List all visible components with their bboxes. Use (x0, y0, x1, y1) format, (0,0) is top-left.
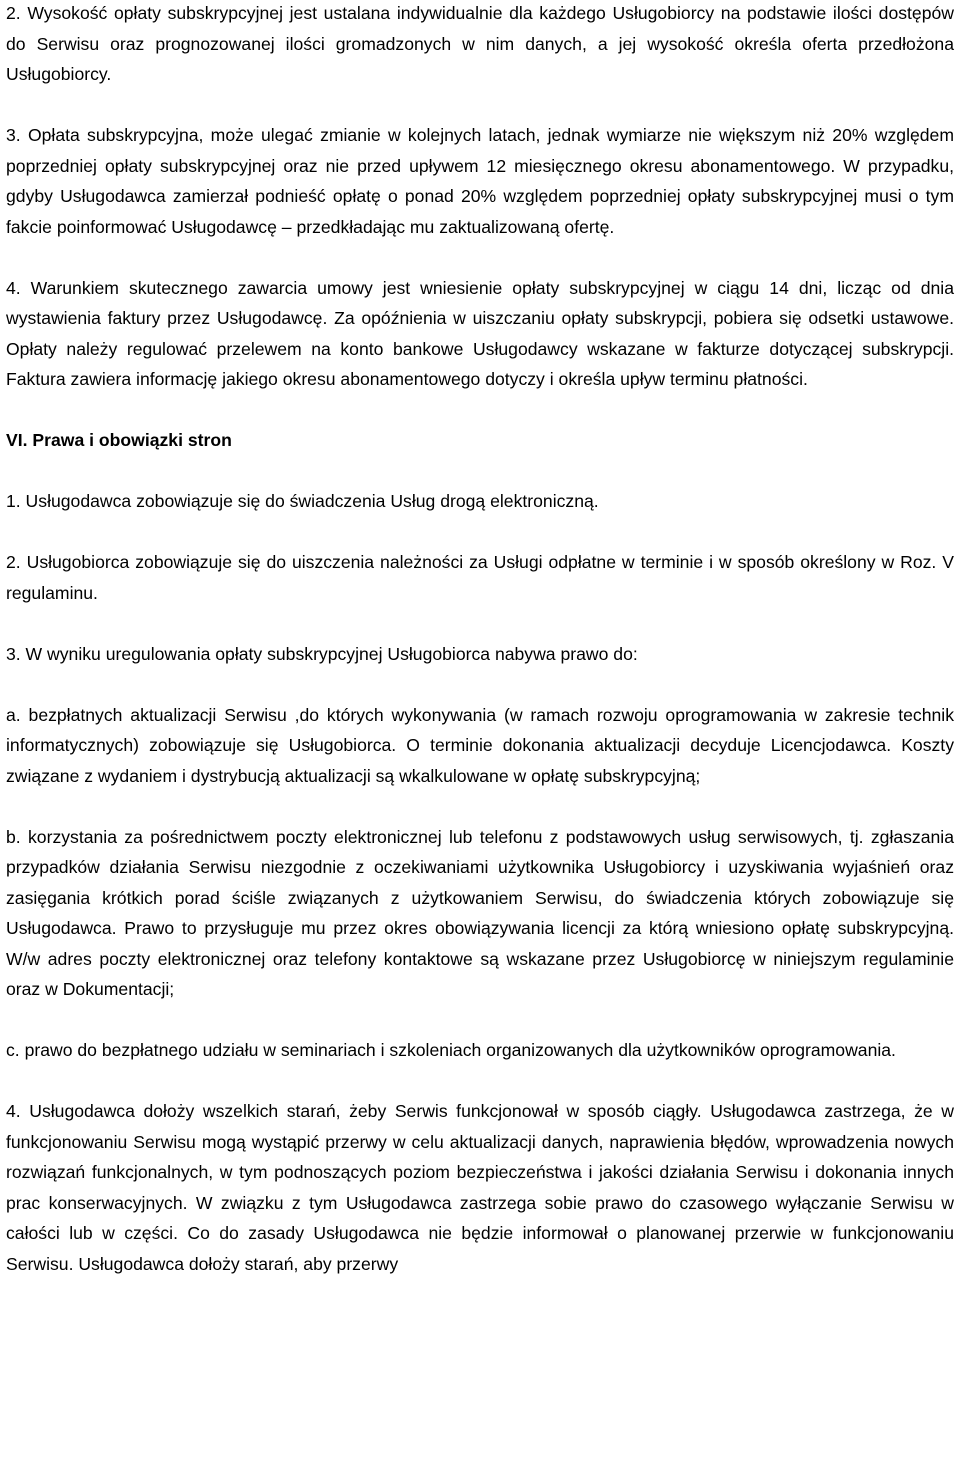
paragraph-right-seminars: c. prawo do bezpłatnego udziału w seminariach i szkoleniach organizowanych dla użytkowników oprogramowania. (6, 1040, 896, 1060)
paragraph-right-updates: a. bezpłatnych aktualizacji Serwisu ,do których wykonywania (w ramach rozwoju oprogramowania w zakresie technik informatycznych) zobowiązuje się Usługobiorca. O terminie dokonania aktualizacji decyduje Licencjodawca. Koszty związane z wydaniem i dystrybucją aktualizacji są wkalkulowane w opłatę subskrypcyjną; (6, 704, 954, 786)
paragraph-contract-condition: 4. Warunkiem skutecznego zawarcia umowy jest wniesienie opłaty subskrypcyjnej w ciągu 14 dni, licząc od dnia wystawienia faktury przez Usługodawcę. Za opóźnienia w uiszczaniu opłaty subskrypcji, pobiera się odsetki ustawowe. Opłaty należy regulować przelewem na konto bankowe Usługodawcy wskazane w fakturze dotyczącej subskrypcji. Faktura zawiera informację jakiego okresu abonamentowego dotyczy i określa upływ terminu płatności. (6, 277, 954, 389)
paragraph-fee-change: 3. Opłata subskrypcyjna, może ulegać zmianie w kolejnych latach, jednak wymiarze nie większym niż 20% względem poprzedniej opłaty subskrypcyjnej oraz nie przed upływem 12 miesięcznego okresu abonamentowego. W przypadku, gdyby Usługodawca zamierzał podnieść opłatę o ponad 20% względem poprzedniej opłaty subskrypcyjnej musi o tym fakcie poinformować Usługodawcę – przedkładając mu zaktualizowaną ofertę. (6, 125, 954, 237)
paragraph-provider-obligation: 1. Usługodawca zobowiązuje się do świadczenia Usług drogą elektroniczną. (6, 491, 599, 511)
document-page (6, 0, 954, 1279)
paragraph-right-support: b. korzystania za pośrednictwem poczty elektronicznej lub telefonu z podstawowych usług serwisowych, tj. zgłaszania przypadków działania Serwisu niezgodnie z oczekiwaniami użytkownika Usługobiorcy i uzyskiwania wyjaśnień oraz zasięgania krótkich porad ściśle związanych z użytkowaniem Serwisu, do świadczenia których zobowiązuje się Usługodawca. Prawo to przysługuje mu przez okres obowiązywania licencji za którą wniesiono opłatę subskrypcyjną. W/w adres poczty elektronicznej oraz telefony kontaktowe są wskazane przez Usługobiorcę w niniejszym regulaminie oraz w Dokumentacji; (6, 826, 954, 999)
paragraph-fee-amount: 2. Wysokość opłaty subskrypcyjnej jest ustalana indywidualnie dla każdego Usługobiorcy na podstawie ilości dostępów do Serwisu oraz prognozowanej ilości gromadzonych w nim danych, a jej wysokość określa oferta przedłożona Usługobiorcy. (6, 3, 954, 84)
section-heading-rights-obligations: VI. Prawa i obowiązki stron (6, 430, 232, 450)
paragraph-client-obligation: 2. Usługobiorca zobowiązuje się do uiszczenia należności za Usługi odpłatne w terminie i w sposób określony w Roz. V regulaminu. (6, 552, 954, 603)
paragraph-service-continuity: 4. Usługodawca dołoży wszelkich starań, żeby Serwis funkcjonował w sposób ciągły. Usługodawca zastrzega, że w funkcjonowaniu Serwisu mogą wystąpić przerwy w celu aktualizacji danych, naprawienia błędów, wprowadzenia nowych rozwiązań funkcjonalnych, w tym podnoszących poziom bezpieczeństwa i jakości działania Serwisu i dokonania innych prac konserwacyjnych. W związku z tym Usługodawca zastrzega sobie prawo do czasowego wyłączanie Serwisu w całości lub w części. Co do zasady Usługodawca nie będzie informował o planowanej przerwie w funkcjonowaniu Serwisu. Usługodawca dołoży starań, aby przerwy (6, 1101, 954, 1274)
paragraph-client-rights-intro: 3. W wyniku uregulowania opłaty subskrypcyjnej Usługobiorca nabywa prawo do: (6, 643, 638, 664)
